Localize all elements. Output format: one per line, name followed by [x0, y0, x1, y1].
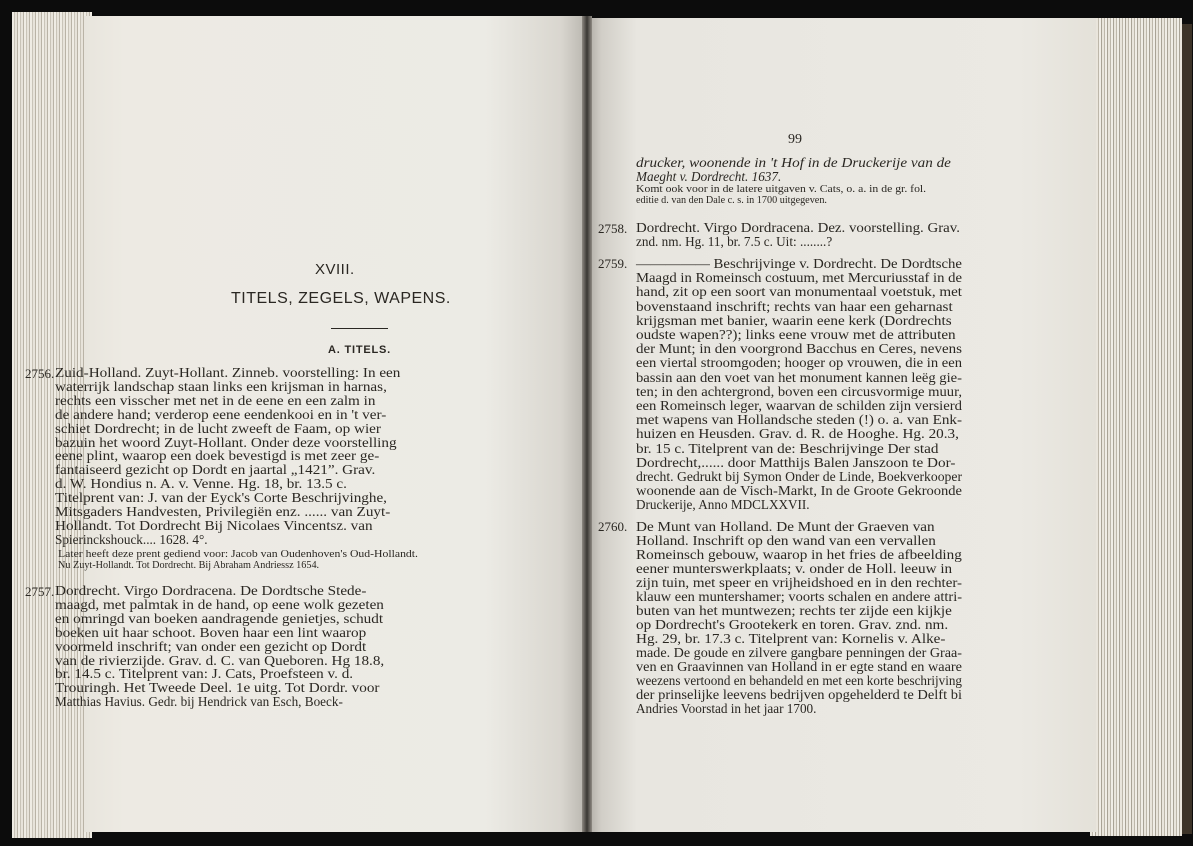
text-line: schiet Dordrecht; in de lucht zweeft de Faam, op wier: [55, 420, 381, 436]
text-line: Dordrecht. Virgo Dordracena. De Dordtsche Stede-: [55, 583, 367, 598]
text-line: bassin aan den voet van het monument kannen leëg gie-: [636, 369, 962, 385]
text-line: van de rivierzijde. Grav. d. C. van Queboren. Hg 18.8,: [55, 652, 385, 668]
text-line: ————— Beschrijvinge v. Dordrecht. De Dordtsche: [636, 256, 963, 271]
entry-number: 2758.: [598, 221, 628, 236]
text-line: een viertal stroomgoden; hooger op vrouwen, die in een: [636, 355, 963, 371]
text-line: Andries Voorstad in het jaar 1700.: [636, 701, 817, 716]
text-line: Trouringh. Het Tweede Deel. 1e uitg. Tot Dordr. voor: [55, 680, 380, 696]
text-line: Komt ook voor in de latere uitgaven v. Cats, o. a. in de gr. fol.: [636, 184, 927, 195]
text-line: Matthias Havius. Gedr. bij Hendrick van Esch, Boeck-: [55, 694, 343, 710]
text-line: Druckerije, Anno MDCLXXVII.: [636, 497, 810, 513]
text-line: Hg. 29, br. 17.3 c. Titelprent van: Kornelis v. Alke-: [636, 631, 946, 646]
text-line: een Romeinsch leger, waarvan de schilden zijn versierd: [636, 398, 962, 413]
entry-number: 2756.: [25, 366, 55, 381]
text-line: en omringd van boeken aandragende genietjes, schudt: [55, 610, 384, 626]
text-line: woonende aan de Visch-Markt, In de Groote Gekroonde: [636, 483, 962, 499]
text-line: de andere hand; verderop eene eendenkooi en in 't ver-: [55, 406, 387, 422]
text-line: Later heeft deze prent gediend voor: Jacob van Oudenhoven's Oud-Hollandt.: [58, 549, 418, 560]
text-line: Holland. Inschrift op den wand van een vervallen: [636, 533, 936, 548]
page-number: 99: [788, 132, 802, 147]
text-line: buten van het muntwezen; rechts ter zijde een kijkje: [636, 603, 952, 618]
text-line: oudste wapen??); links eene vrouw met de attributen: [636, 327, 956, 342]
text-line: huizen en Heusden. Grav. d. R. de Hooghe. Hg. 20.3,: [636, 426, 959, 442]
text-line: znd. nm. Hg. 11, br. 7.5 c. Uit: ........?: [636, 234, 833, 249]
text-line: klauw een muntershamer; voorts schalen en andere attri-: [636, 589, 963, 604]
text-line: Zuid-Holland. Zuyt-Hollant. Zinneb. voorstelling: In een: [55, 365, 401, 380]
section-title: TITELS, ZEGELS, WAPENS.: [231, 290, 451, 307]
text-line: bazuin het woord Zuyt-Hollant. Onder deze voorstelling: [55, 434, 397, 450]
text-line: Titelprent van: J. van der Eyck's Corte Beschrijvinghe,: [55, 490, 387, 506]
text-line: made. De goude en zilvere gangbare penningen der Graa-: [636, 645, 962, 660]
text-line: br. 15 c. Titelprent van de: Beschrijvinge Der stad: [636, 440, 939, 456]
title-rule: [331, 328, 388, 329]
text-line: fantaiseerd gezicht op Dordt en jaartal „1421”. Grav.: [55, 462, 376, 478]
text-line: rechts een visscher met net in de eene en een zalm in: [55, 392, 376, 408]
text-line: boeken uit haar schoot. Boven haar een lint waarop: [55, 624, 367, 640]
text-line: Romeinsch gebouw, waarop in het fries de afbeelding: [636, 547, 962, 562]
text-line: maagd, met palmtak in de hand, op eene wolk gezeten: [55, 596, 384, 612]
text-line: Maagd in Romeinsch costuum, met Mercuriusstaf in de: [636, 270, 962, 286]
text-line: der Munt; in den voorgrond Bacchus en Ceres, nevens: [636, 341, 962, 357]
entry-number: 2760.: [598, 519, 628, 534]
text-line: editie d. van den Dale c. s. in 1700 uitgegeven.: [636, 195, 827, 206]
text-line: eener munterswerkplaats; v. onder de Holl. leeuw in: [636, 561, 953, 576]
text-line: De Munt van Holland. De Munt der Graeven van: [636, 519, 935, 534]
text-line: waterrijk landschap staan links een krijsman in harnas,: [55, 378, 387, 394]
text-line: ten; in den achtergrond, boven een circusvormige muur,: [636, 383, 963, 399]
text-line: Hollandt. Tot Dordrecht Bij Nicolaes Vincentsz. van: [55, 517, 373, 533]
text-line: Nu Zuyt-Hollandt. Tot Dordrecht. Bij Abraham Andriessz 1654.: [58, 559, 320, 571]
text-line: der prinselijke leevens bedrijven opgehelderd te Delft bi: [636, 687, 962, 702]
text-line: eene plint, waarop een doek bevestigd is met zeer ge-: [55, 448, 380, 464]
text-line: drucker, woonende in 't Hof in de Druckerije van de: [636, 155, 951, 170]
text-line: hand, zit op een soort van monumentaal voetstuk, met: [636, 284, 962, 300]
page-edges-right: [1090, 18, 1182, 836]
text-line: met wapens van Hollandsche steden (!) o. a. van Enk-: [636, 412, 963, 428]
text-line: zijn tuin, met speer en vrijheidshoed en in den rechter-: [636, 575, 963, 590]
text-line: voormeld inschrift; van onder een gezicht op Dordt: [55, 638, 367, 654]
text-line: krijgsman met banier, waarin eene kerk (Dordrechts: [636, 312, 952, 328]
subsection-title: A. TITELS.: [328, 344, 391, 356]
entry-number: 2759.: [598, 256, 628, 271]
text-line: drecht. Gedrukt bij Symon Onder de Linde, Boekverkooper: [636, 469, 963, 484]
text-line: Mitsgaders Handvesten, Privilegiën enz. ...... van Zuyt-: [55, 504, 391, 519]
text-line: Maeght v. Dordrecht. 1637.: [636, 169, 782, 184]
text-line: op Dordrecht's Grootekerk en toren. Grav. znd. nm.: [636, 617, 949, 632]
text-line: Dordrecht. Virgo Dordracena. Dez. voorstelling. Grav.: [636, 220, 960, 235]
text-line: d. W. Hondius n. A. v. Venne. Hg. 18, br. 13.5 c.: [55, 476, 347, 492]
text-line: Spierinckshouck.... 1628. 4°.: [55, 531, 208, 547]
text-line: weezens vertoond en behandeld en met een korte beschrijving: [636, 673, 962, 688]
text-line: br. 14.5 c. Titelprent van: J. Cats, Proefsteen v. d.: [55, 666, 354, 682]
section-number: XVIII.: [315, 261, 355, 278]
entry-number: 2757.: [25, 584, 55, 599]
text-line: bovenstaand inschrift; rechts van haar een geharnast: [636, 298, 953, 314]
book-gutter: [582, 16, 592, 832]
text-line: ven en Graavinnen van Holland in er egte stand en waare: [636, 659, 962, 674]
text-line: Dordrecht,...... door Matthijs Balen Janszoon te Dor-: [636, 454, 956, 470]
